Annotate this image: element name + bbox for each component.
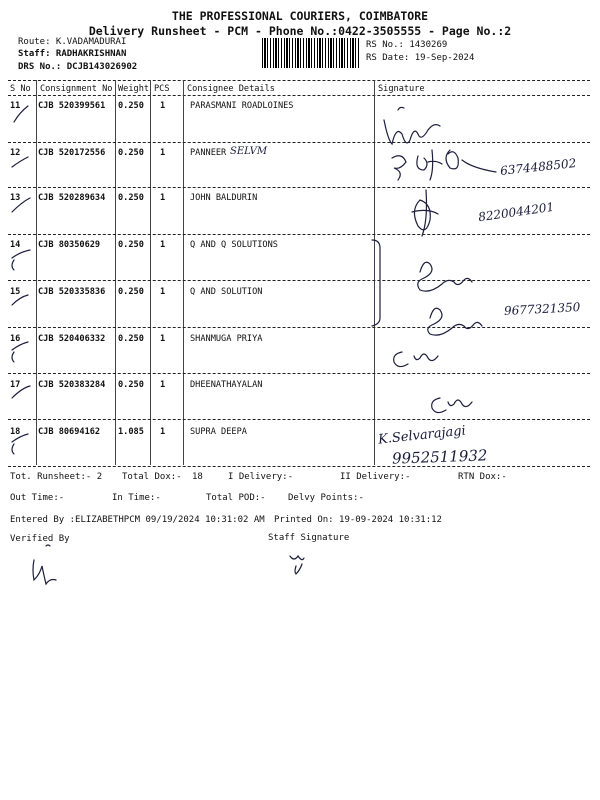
- row-consignment: CJB 520335836: [38, 287, 106, 297]
- total-dox-value: 18: [192, 472, 203, 482]
- verified-by-label: Verified By: [10, 534, 70, 544]
- row-consignment: CJB 520289634: [38, 193, 106, 203]
- row-consignment: CJB 80350629: [38, 240, 101, 250]
- route-label: Route: K.VADAMADURAI: [18, 37, 127, 47]
- row-pcs: 1: [160, 240, 166, 250]
- row-pcs: 1: [160, 380, 166, 390]
- row-consignee: PANNEER: [190, 148, 227, 158]
- row-consignee: Q AND SOLUTION: [190, 287, 263, 297]
- row-consignment: CJB 520406332: [38, 334, 106, 344]
- row-sno: 15: [10, 287, 21, 297]
- entered-by: Entered By :ELIZABETHPCM 09/19/2024 10:31:02 AM: [10, 515, 265, 525]
- delvy-points: Delvy Points:-: [288, 493, 364, 503]
- row-weight: 0.250: [118, 380, 144, 390]
- row-consignment: CJB 80694162: [38, 427, 101, 437]
- total-dox-label: Total Dox:-: [122, 472, 182, 482]
- row-pcs: 1: [160, 148, 166, 158]
- row-consignee: SUPRA DEEPA: [190, 427, 247, 437]
- col-header-weight: Weight: [118, 84, 150, 94]
- row-pcs: 1: [160, 427, 166, 437]
- row-consignee: Q AND Q SOLUTIONS: [190, 240, 278, 250]
- printed-on: Printed On: 19-09-2024 10:31:12: [274, 515, 442, 525]
- row-consignee: SHANMUGA PRIYA: [190, 334, 263, 344]
- ii-delivery: II Delivery:-: [340, 472, 411, 482]
- row-sno: 16: [10, 334, 21, 344]
- row-consignee: PARASMANI ROADLOINES: [190, 101, 294, 111]
- row-pcs: 1: [160, 193, 166, 203]
- i-delivery: I Delivery:-: [228, 472, 294, 482]
- row-signature-handwritten: K.Selvarajagi: [377, 423, 467, 448]
- row-consignment: CJB 520172556: [38, 148, 106, 158]
- row-sno: 17: [10, 380, 21, 390]
- out-time: Out Time:-: [10, 493, 65, 503]
- row-sno: 13: [10, 193, 21, 203]
- row-phone-handwritten: 8220044201: [477, 199, 555, 225]
- row-consignee: JOHN BALDURIN: [190, 193, 258, 203]
- in-time: In Time:-: [112, 493, 161, 503]
- row-consignee-handwritten: SELVM: [230, 146, 268, 157]
- rs-date: RS Date: 19-Sep-2024: [366, 53, 475, 63]
- runsheet-title: Delivery Runsheet - PCM - Phone No.:0422-3505555 - Page No.:2: [88, 24, 512, 38]
- row-weight: 0.250: [118, 334, 144, 344]
- staff-label: Staff: RADHAKRISHNAN: [18, 49, 127, 59]
- row-sno: 14: [10, 240, 21, 250]
- staff-signature-label: Staff Signature: [268, 533, 350, 543]
- row-weight: 0.250: [118, 101, 144, 111]
- row-weight: 1.085: [118, 427, 144, 437]
- row-weight: 0.250: [118, 287, 144, 297]
- total-pod: Total POD:-: [206, 493, 266, 503]
- col-header-consignee: Consignee Details: [187, 84, 275, 94]
- row-phone-handwritten: 9952511932: [391, 446, 488, 468]
- col-header-pcs: PCS: [154, 84, 170, 94]
- col-header-consignment: Consignment No: [40, 84, 113, 94]
- row-pcs: 1: [160, 287, 166, 297]
- row-consignment: CJB 520383284: [38, 380, 106, 390]
- row-consignment: CJB 520399561: [38, 101, 106, 111]
- row-sno: 12: [10, 148, 21, 158]
- row-weight: 0.250: [118, 240, 144, 250]
- row-sno: 18: [10, 427, 21, 437]
- drs-number: DRS No.: DCJB143026902: [18, 62, 138, 72]
- row-phone-handwritten: 6374488502: [499, 156, 577, 178]
- company-title: THE PROFESSIONAL COURIERS, COIMBATORE: [171, 9, 429, 23]
- rs-number: RS No.: 1430269: [366, 40, 448, 50]
- tot-runsheet: Tot. Runsheet:- 2: [10, 472, 103, 482]
- row-pcs: 1: [160, 101, 166, 111]
- rtn-dox: RTN Dox:-: [458, 472, 507, 482]
- row-weight: 0.250: [118, 148, 144, 158]
- row-phone-handwritten: 9677321350: [503, 300, 581, 318]
- row-weight: 0.250: [118, 193, 144, 203]
- row-pcs: 1: [160, 334, 166, 344]
- row-consignee: DHEENATHAYALAN: [190, 380, 263, 390]
- col-header-sno: S No: [10, 84, 31, 94]
- row-sno: 11: [10, 101, 21, 111]
- col-header-signature: Signature: [378, 84, 425, 94]
